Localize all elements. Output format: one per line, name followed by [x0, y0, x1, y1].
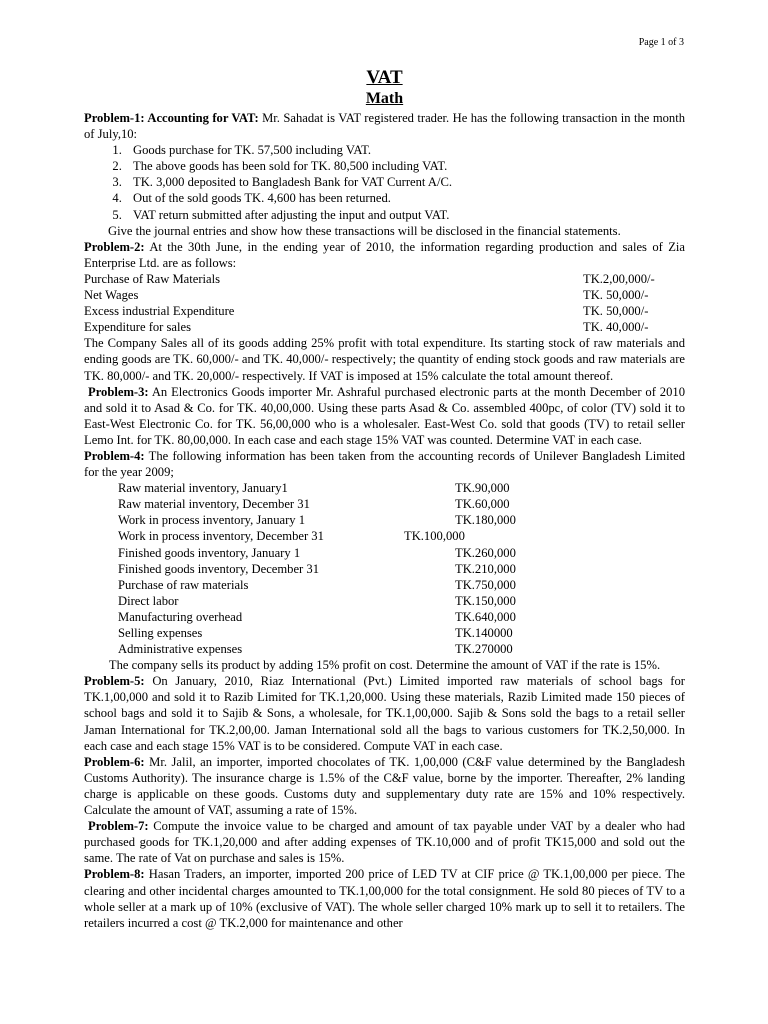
problem-8-label: Problem-8:	[84, 867, 145, 882]
problem-7-body: Compute the invoice value to be charged and amount of tax payable under VAT by a dealer who had purchased goods for TK.1,20,000 and after adding expenses of TK.10,000 and of profit TK15,000 and sold out the same. The rate of Vat on purchase and sales is 15%.	[84, 819, 685, 866]
expense-amount: TK. 50,000/-	[583, 288, 649, 303]
document-content	[84, 66, 685, 931]
inventory-row	[118, 512, 685, 528]
problem-8-text	[84, 866, 685, 930]
problem-3-label: Problem-3:	[88, 384, 149, 399]
problem-6	[84, 754, 685, 818]
inventory-name: Work in process inventory, December 31	[118, 529, 324, 544]
inventory-name: Administrative expenses	[118, 642, 243, 657]
expense-row	[84, 303, 685, 319]
list-item: 3. TK. 3,000 deposited to Bangladesh Bank for VAT Current A/C.	[125, 174, 685, 190]
inventory-name: Manufacturing overhead	[118, 609, 243, 624]
problem-6-text	[84, 754, 685, 818]
inventory-name: Work in process inventory, January 1	[118, 513, 306, 528]
inventory-name: Purchase of raw materials	[118, 577, 249, 592]
problem-2-intro	[84, 239, 685, 271]
inventory-name: Direct labor	[118, 593, 179, 608]
problem-5-body: On January, 2010, Riaz International (Pvt.) Limited imported raw materials of school bags for TK.1,00,000 and sold it to Razib Limited for TK.1,20,000. Using these materials, Razib Limited made 150 pieces of school bags and sold it to Sajib & Sons, a wholesale, for TK.1,00,000. Sajib & Sons sold the bags to a retail seller Jaman International for TK.2,00,00. Jaman International sold all the bags to various customers for TK.2,50,000. In each case and each stage 15% VAT is to be considered. Compute VAT in each case.	[84, 674, 685, 753]
inventory-amount: TK.60,000	[455, 497, 510, 512]
expense-amount: TK. 40,000/-	[583, 320, 649, 335]
document-subtitle: Math	[365, 90, 404, 107]
inventory-row	[118, 528, 685, 544]
problem-5-text	[84, 673, 685, 753]
problem-7-label: Problem-7:	[88, 819, 149, 834]
expense-name: Net Wages	[84, 288, 139, 303]
problem-8	[84, 866, 685, 930]
problem-1	[84, 110, 685, 239]
list-item: 1. Goods purchase for TK. 57,500 including VAT.	[125, 142, 685, 158]
inventory-amount: TK.140000	[455, 626, 513, 640]
inventory-amount: TK.260,000	[455, 545, 516, 560]
list-item: 4. Out of the sold goods TK. 4,600 has been returned.	[125, 190, 685, 206]
problem-3-text	[84, 384, 685, 448]
problem-5-label: Problem-5:	[84, 674, 145, 689]
expense-name: Expenditure for sales	[84, 320, 192, 335]
inventory-amount: TK.100,000	[404, 529, 465, 544]
inventory-name: Raw material inventory, January1	[118, 481, 288, 496]
problem-7-text	[84, 818, 685, 866]
expense-name: Purchase of Raw Materials	[84, 271, 221, 286]
inventory-row	[118, 641, 685, 657]
inventory-amount: TK.210,000	[455, 561, 516, 576]
problem-2	[84, 239, 685, 384]
expense-amount: TK. 50,000/-	[583, 304, 649, 319]
page-number: Page 1 of 3	[638, 37, 684, 48]
problem-3-body: An Electronics Goods importer Mr. Ashraful purchased electronic parts at the month December of 2010 and sold it to Asad & Co. for TK. 40,00,000. Using these parts Asad & Co. assembled 400pc, of color (TV) sold it to East-West Electronic Co. for TK. 56,00,000 who is a wholesaler. East-West Co. sold that goods (TV) to retail seller Lemo Int. for TK. 80,00,000. In each case and each stage 15% VAT was counted. Determine VAT in each case.	[84, 384, 685, 447]
problem-7	[84, 818, 685, 866]
expense-row	[84, 287, 685, 303]
problem-1-instruction: Give the journal entries and show how these transactions will be disclosed in the financial statements.	[108, 223, 621, 238]
problem-1-label: Problem-1: Accounting for VAT:	[84, 111, 259, 125]
problem-6-body: Mr. Jalil, an importer, imported chocolates of TK. 1,00,000 (C&F value determined by the Bangladesh Customs Authority). The insurance charge is 1.5% of the C&F value, borne by the importer. Thereafter, 2% landing charge is applicable on these goods. Customs duty and supplementary duty rate are 15% and 10% respectively. Calculate the amount of VAT, assuming a rate of 15%.	[84, 754, 685, 818]
inventory-amount: TK.640,000	[455, 609, 516, 624]
problem-3	[84, 384, 685, 448]
problem-4-text: The company sells its product by adding 15% profit on cost. Determine the amount of VAT if the rate is 15%.	[108, 658, 661, 673]
inventory-amount: TK.90,000	[455, 481, 510, 496]
document-title: VAT	[366, 67, 403, 88]
problem-8-body: Hasan Traders, an importer, imported 200 price of LED TV at CIF price @ TK.1,00,000 per piece. The clearing and other incidental charges amounted to TK.1,00,000 for the total consignment. He sold 80 pieces of TV to a whole seller at a mark up of 10% (exclusive of VAT). The whole seller charged 10% mark up to sell it to retailers. The retailers incurred a cost @ TK.2,000 for maintenance and other	[84, 867, 685, 930]
list-item: 2. The above goods has been sold for TK. 80,500 including VAT.	[125, 158, 685, 174]
inventory-name: Finished goods inventory, January 1	[118, 545, 301, 560]
list-item: 5. VAT return submitted after adjusting the input and output VAT.	[125, 207, 685, 223]
problem-4-intro-text: The following information has been taken from the accounting records of Unilever Bangladesh Limited for the year 2009;	[84, 448, 685, 480]
problem-2-label: Problem-2:	[84, 239, 145, 254]
problem-1-intro-text: Mr. Sahadat is VAT registered trader. He has the following transaction in the month of July,10:	[84, 111, 686, 142]
inventory-name: Raw material inventory, December 31	[118, 497, 310, 512]
inventory-name: Finished goods inventory, December 31	[118, 561, 319, 576]
problem-4-intro	[84, 448, 685, 480]
inventory-row	[118, 593, 685, 609]
problem-2-text: The Company Sales all of its goods adding 25% profit with total expenditure. Its starting stock of raw materials and ending goods are TK. 60,000/- and TK. 40,000/- respectively; the quantity of ending stock goods and raw materials are TK. 80,000/- and TK. 20,000/- respectively. If VAT is imposed at 15% calculate the total amount thereof.	[84, 336, 685, 383]
expense-amount: TK.2,00,000/-	[583, 271, 655, 286]
inventory-name: Selling expenses	[118, 626, 203, 640]
problem-4-label: Problem-4:	[84, 448, 145, 463]
inventory-row	[118, 480, 685, 496]
expense-row	[84, 319, 685, 335]
problem-5	[84, 673, 685, 753]
inventory-amount: TK.270000	[455, 642, 513, 657]
inventory-row	[118, 625, 685, 641]
problem-1-intro	[84, 110, 685, 142]
problem-2-intro-text: At the 30th June, in the ending year of 2010, the information regarding production and sales of Zia Enterprise Ltd. are as follows:	[84, 239, 685, 270]
problem-6-label: Problem-6:	[84, 754, 145, 769]
inventory-amount: TK.180,000	[455, 513, 516, 528]
inventory-list	[84, 480, 685, 657]
problem-1-list	[84, 142, 685, 222]
inventory-amount: TK.150,000	[455, 593, 516, 608]
expense-name: Excess industrial Expenditure	[84, 304, 235, 319]
expense-row	[84, 271, 685, 287]
inventory-row	[118, 496, 685, 512]
inventory-row	[118, 561, 685, 577]
inventory-row	[118, 545, 685, 561]
inventory-row	[118, 609, 685, 625]
inventory-row	[118, 577, 685, 593]
problem-4	[84, 448, 685, 673]
inventory-amount: TK.750,000	[455, 577, 516, 592]
